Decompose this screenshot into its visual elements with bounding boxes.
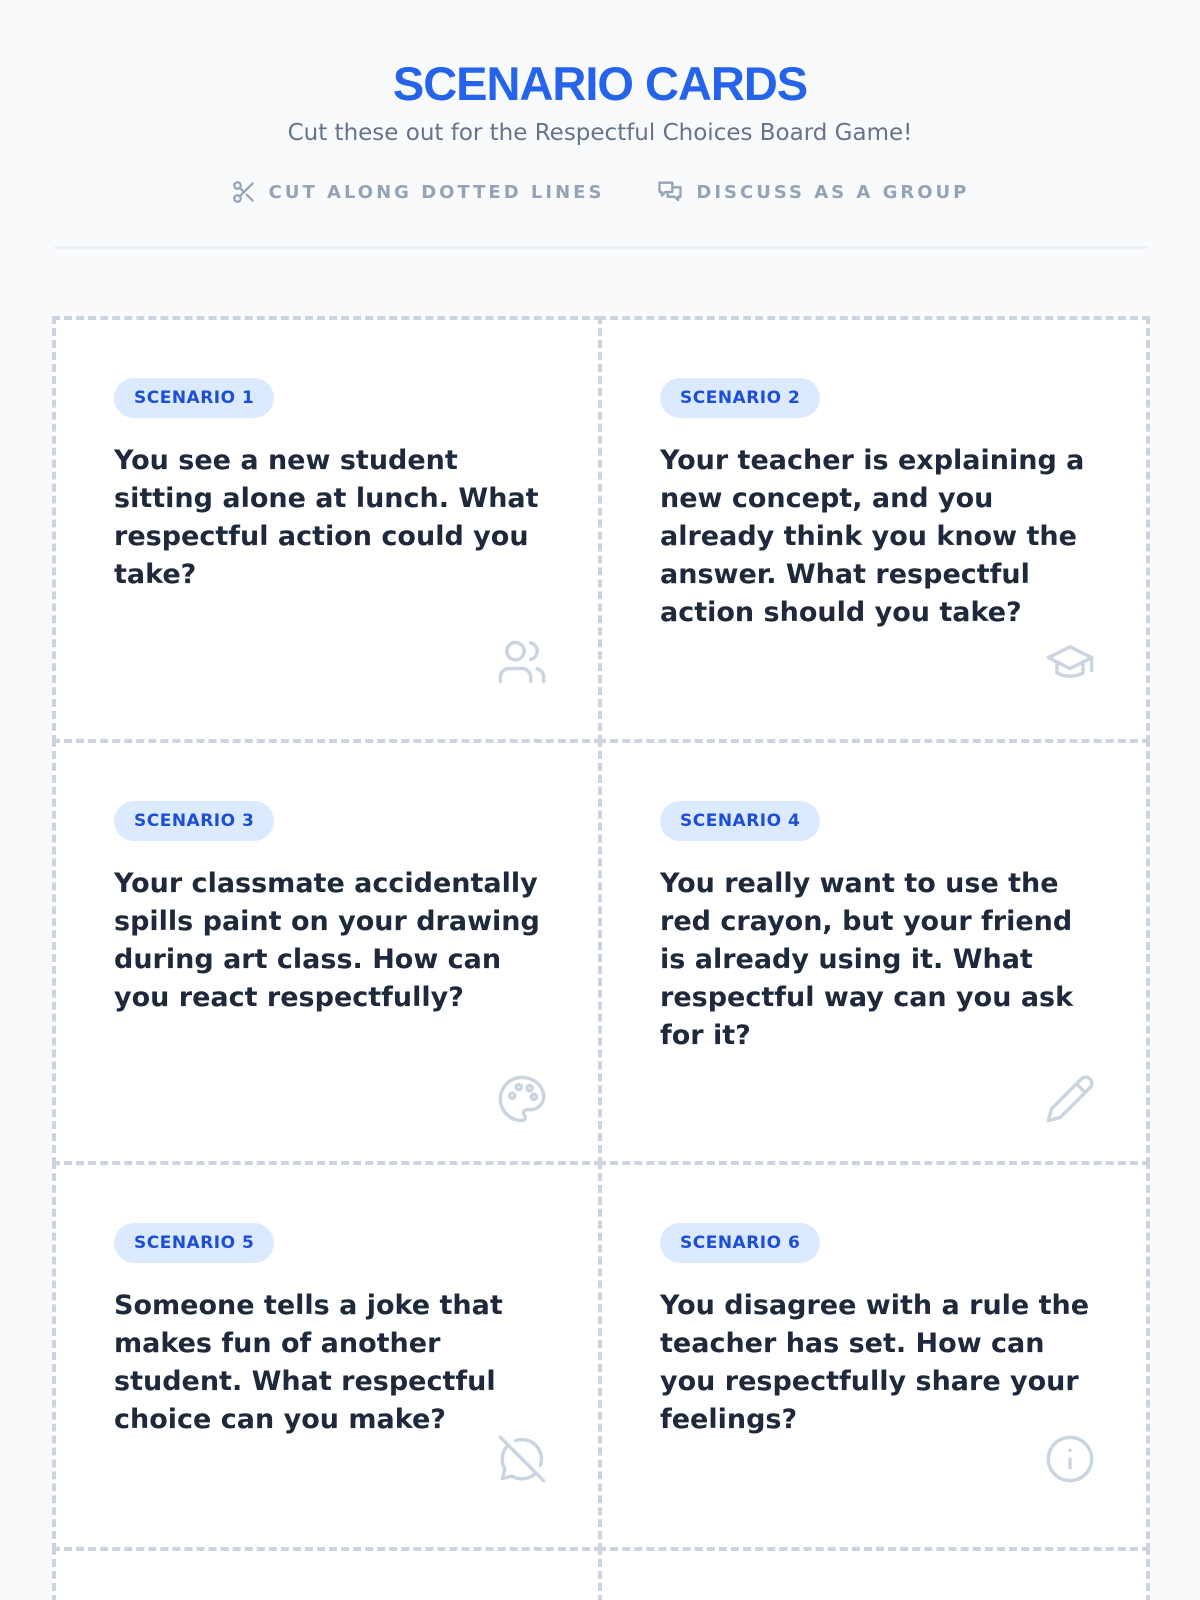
scenario-badge: SCENARIO 1 [114,378,274,418]
scenario-badge: SCENARIO 3 [114,801,274,841]
instructions-row [0,178,1200,206]
graduation-cap-icon [1044,636,1096,688]
palette-icon [496,1073,548,1125]
scenario-badge: SCENARIO 4 [660,801,820,841]
scenario-text: Your classmate accidentally spills paint on your drawing during art class. How can you react respectfully? [114,868,540,1013]
scenario-text: Your teacher is explaining a new concept, and you already think you know the answer. What respectful action should you take? [660,445,1085,628]
scenario-card-3 [52,739,602,1165]
scissors-icon [231,179,257,205]
instruction-cut [231,178,605,206]
page-title: SCENARIO CARDS [392,57,808,110]
page-subtitle: Cut these out for the Respectful Choices Board Game! [287,120,913,146]
scenario-text: You disagree with a rule the teacher has set. How can you respectfully share your feelings? [660,1290,1090,1435]
scenario-card-4 [598,739,1150,1165]
pencil-icon [1044,1073,1096,1125]
instruction-discuss-label: DISCUSS AS A GROUP [696,181,970,203]
header-divider [54,246,1148,249]
scenario-badge: SCENARIO 5 [114,1223,274,1263]
scenario-card-partial-left [52,1547,602,1600]
scenario-card-2 [598,316,1150,743]
scenario-badge: SCENARIO 2 [660,378,820,418]
message-off-icon [496,1433,548,1485]
scenario-card-partial-right [598,1547,1150,1600]
users-icon [496,636,548,688]
cards-grid [54,318,1148,1600]
scenario-text: You really want to use the red crayon, but your friend is already using it. What respectful way can you ask for it? [660,868,1074,1051]
scenario-text: You see a new student sitting alone at lunch. What respectful action could you take? [114,445,539,590]
instruction-cut-label: CUT ALONG DOTTED LINES [268,181,605,203]
scenario-card-5 [52,1161,602,1551]
info-icon [1044,1433,1096,1485]
scenario-text: Someone tells a joke that makes fun of another student. What respectful choice can you make? [114,1290,503,1435]
instruction-discuss [656,178,969,206]
scenario-card-6 [598,1161,1150,1551]
scenario-card-1 [52,316,602,743]
scenario-badge: SCENARIO 6 [660,1223,820,1263]
chat-icon [656,178,684,206]
